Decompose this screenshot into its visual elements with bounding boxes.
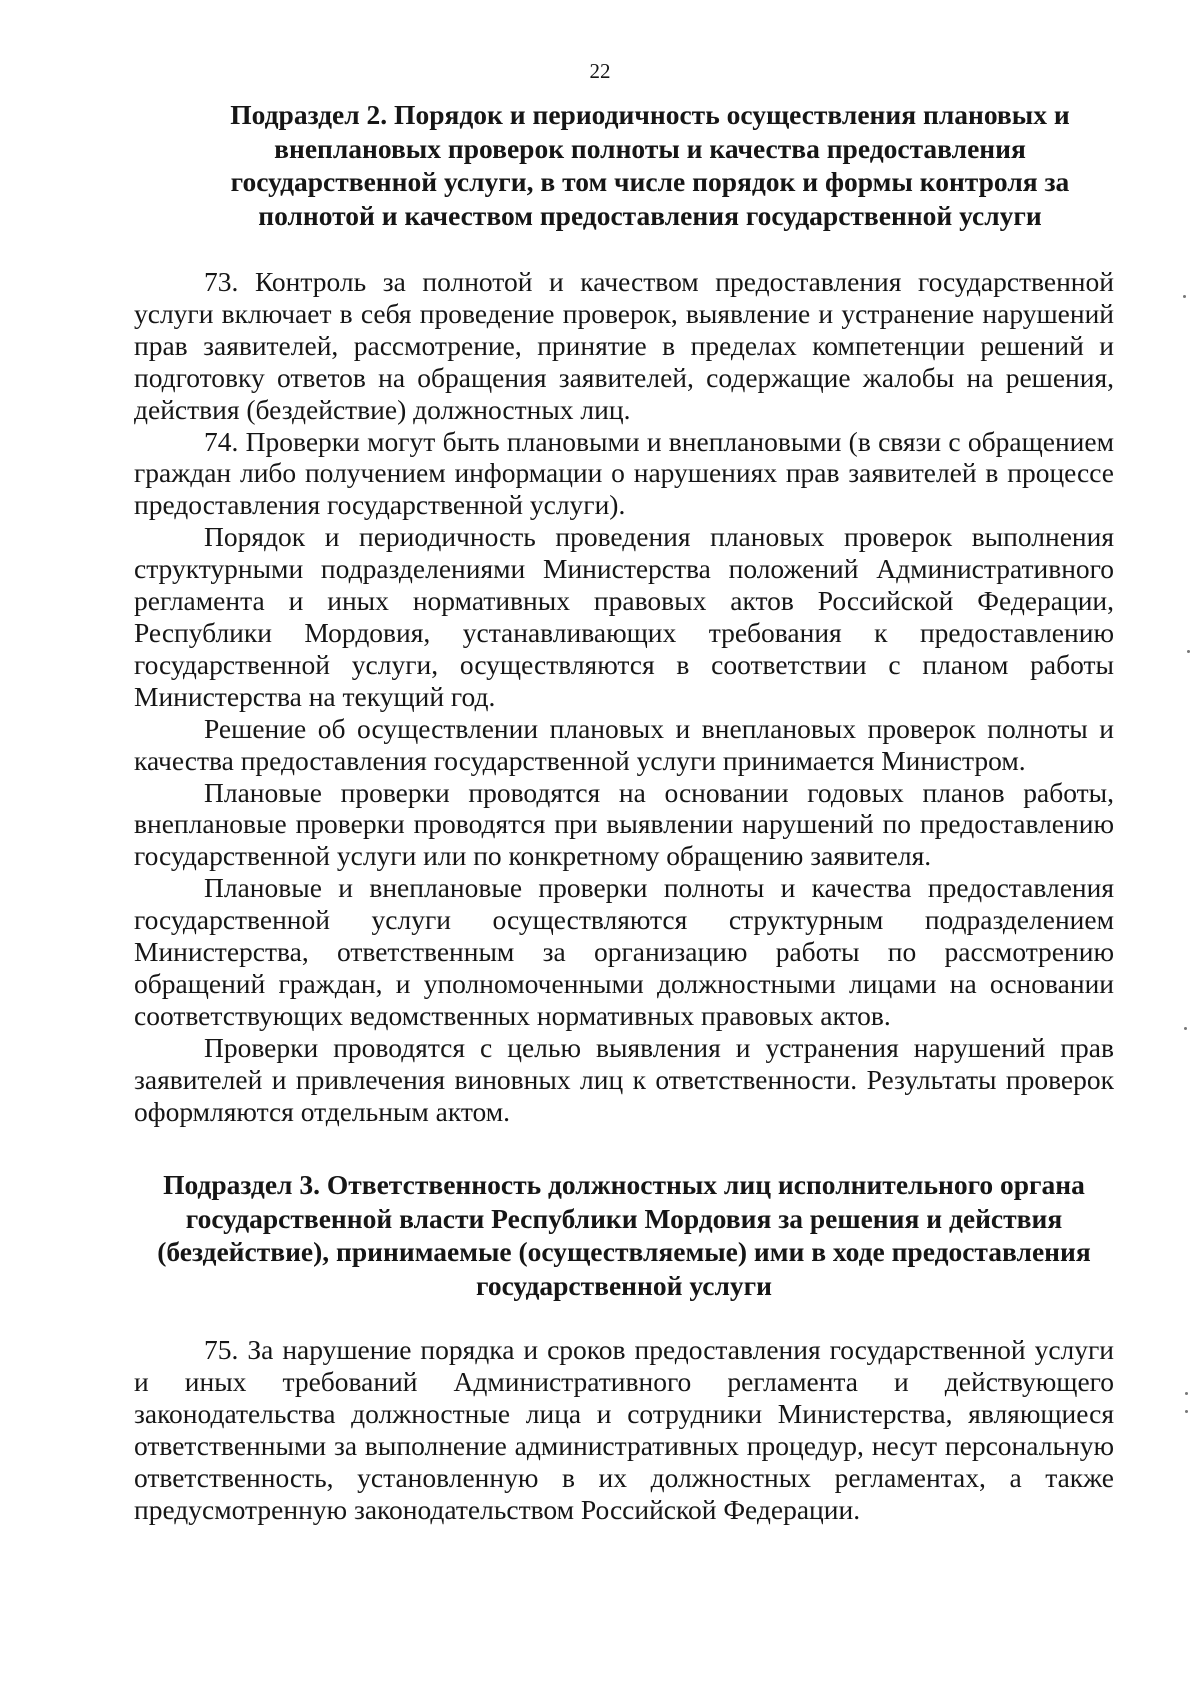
- paragraph-inspection-performers: Плановые и внеплановые проверки полноты и качества предоставления государственной услуги осуществляются структурным подразделением Министерства, ответственным за организацию работы по рассмотрению обращений граждан, и уполномоченными должностными лицами на основании соответствующих ведомственных нормативных правовых актов.: [134, 872, 1114, 1031]
- section-3-heading-line: государственной услуги: [476, 1269, 772, 1301]
- section-2-heading-line: полнотой и качеством предоставления государственной услуги: [258, 199, 1042, 231]
- paragraph-planned-inspections: Плановые проверки проводятся на основании годовых планов работы, внеплановые проверки проводятся при выявлении нарушений по предоставлению государственной услуги или по конкретному обращению заявителя.: [134, 776, 1114, 872]
- page-content: [134, 98, 1114, 1526]
- paragraph-inspection-purpose: Проверки проводятся с целью выявления и устранения нарушений прав заявителей и привлечения виновных лиц к ответственности. Результаты проверок оформляются отдельным актом.: [134, 1031, 1114, 1127]
- section-3-heading-line: Подраздел 3. Ответственность должностных лиц исполнительного органа: [163, 1169, 1085, 1201]
- section-2-heading-line: внеплановых проверок полноты и качества предоставления: [274, 132, 1026, 164]
- section-2-heading: [170, 98, 1130, 232]
- scan-speck: [1187, 650, 1190, 653]
- paragraph-73: 73. Контроль за полнотой и качеством предоставления государственной услуги включает в себя проведение проверок, выявление и устранение нарушений прав заявителей, рассмотрение, принятие в пределах компетенции решений и подготовку ответов на обращения заявителей, содержащие жалобы на решения, действия (бездействие) должностных лиц.: [134, 266, 1114, 425]
- page-number: 22: [589, 59, 611, 83]
- section-3-heading: [144, 1168, 1104, 1302]
- paragraph-75: 75. За нарушение порядка и сроков предоставления государственной услуги и иных требований Административного регламента и действующего законодательства должностные лица и сотрудники Министерства, являющиеся ответственными за выполнение административных процедур, несут персональную ответственность, установленную в их должностных регламентах, а также предусмотренную законодательством Российской Федерации.: [134, 1334, 1114, 1525]
- scan-speck: [1184, 1027, 1187, 1030]
- paragraph-74: 74. Проверки могут быть плановыми и внеплановыми (в связи с обращением граждан либо получением информации о нарушениях прав заявителей в процессе предоставления государственной услуги).: [134, 425, 1114, 521]
- section-2-heading-line: государственной услуги, в том числе порядок и формы контроля за: [230, 166, 1070, 197]
- section-2-heading-line: Подраздел 2. Порядок и периодичность осуществления плановых и: [230, 99, 1070, 130]
- paragraph-inspection-procedure: Порядок и периодичность проведения плановых проверок выполнения структурными подразделениями Министерства положений Административного регламента и иных нормативных правовых актов Российской Федерации, Республики Мордовия, устанавливающих требования к предоставлению государственной услуги, осуществляются в соответствии с планом работы Министерства на текущий год.: [134, 521, 1114, 712]
- section-3-heading-line: государственной власти Республики Мордовия за решения и действия: [185, 1202, 1063, 1234]
- scan-speck: [1183, 295, 1186, 298]
- scan-speck: [1185, 1410, 1188, 1413]
- section-3-heading-line: (бездействие), принимаемые (осуществляемые) ими в ходе предоставления: [157, 1236, 1091, 1268]
- scan-speck: [1185, 1392, 1188, 1395]
- paragraph-inspection-decision: Решение об осуществлении плановых и внеплановых проверок полноты и качества предоставления государственной услуги принимается Министром.: [134, 712, 1114, 776]
